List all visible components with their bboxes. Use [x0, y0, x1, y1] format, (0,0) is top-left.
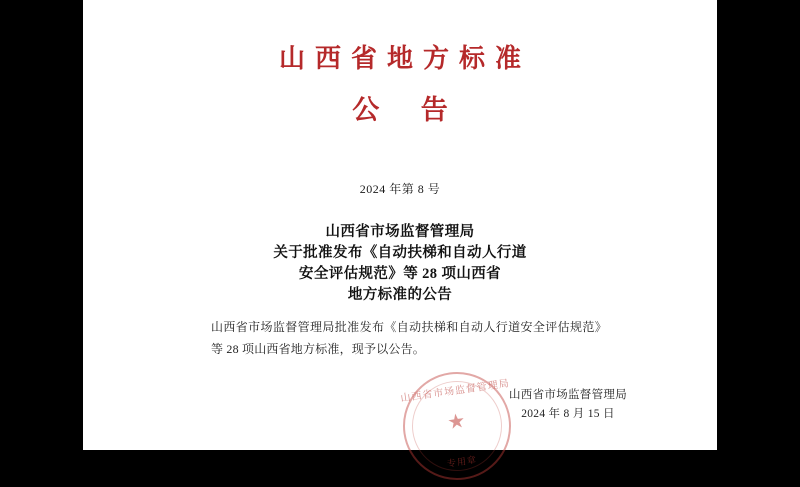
document-title-main: 山西省地方标准 [278, 44, 531, 74]
signature-date: 2024 年 8 月 15 日 [521, 408, 615, 420]
headline-line-2: 关于批准发布《自动扶梯和自动人行道 [273, 245, 527, 261]
signature-block [509, 386, 627, 424]
headline-line-4: 地方标准的公告 [347, 287, 453, 303]
document-page [83, 0, 717, 469]
issue-number: 2024 年第 8 号 [359, 182, 441, 196]
document-body-text: 山西省市场监督管理局批准发布《自动扶梯和自动人行道安全评估规范》等 28 项山西省地方标准，现予以公告。 [211, 320, 601, 356]
signature-organization: 山西省市场监督管理局 [509, 389, 627, 401]
document-content [83, 0, 717, 469]
seal-bottom-text: 专用章 [446, 454, 478, 469]
headline-line-1: 山西省市场监督管理局 [325, 224, 475, 240]
seal-star-icon: ★ [446, 409, 467, 435]
document-title-sub: 公 告 [352, 95, 464, 126]
seal-top-text: 山西省市场监督管理局 [399, 378, 511, 405]
headline-line-3: 安全评估规范》等 28 项山西省 [298, 266, 502, 282]
document-headline [83, 222, 717, 306]
official-seal-icon [396, 365, 518, 487]
